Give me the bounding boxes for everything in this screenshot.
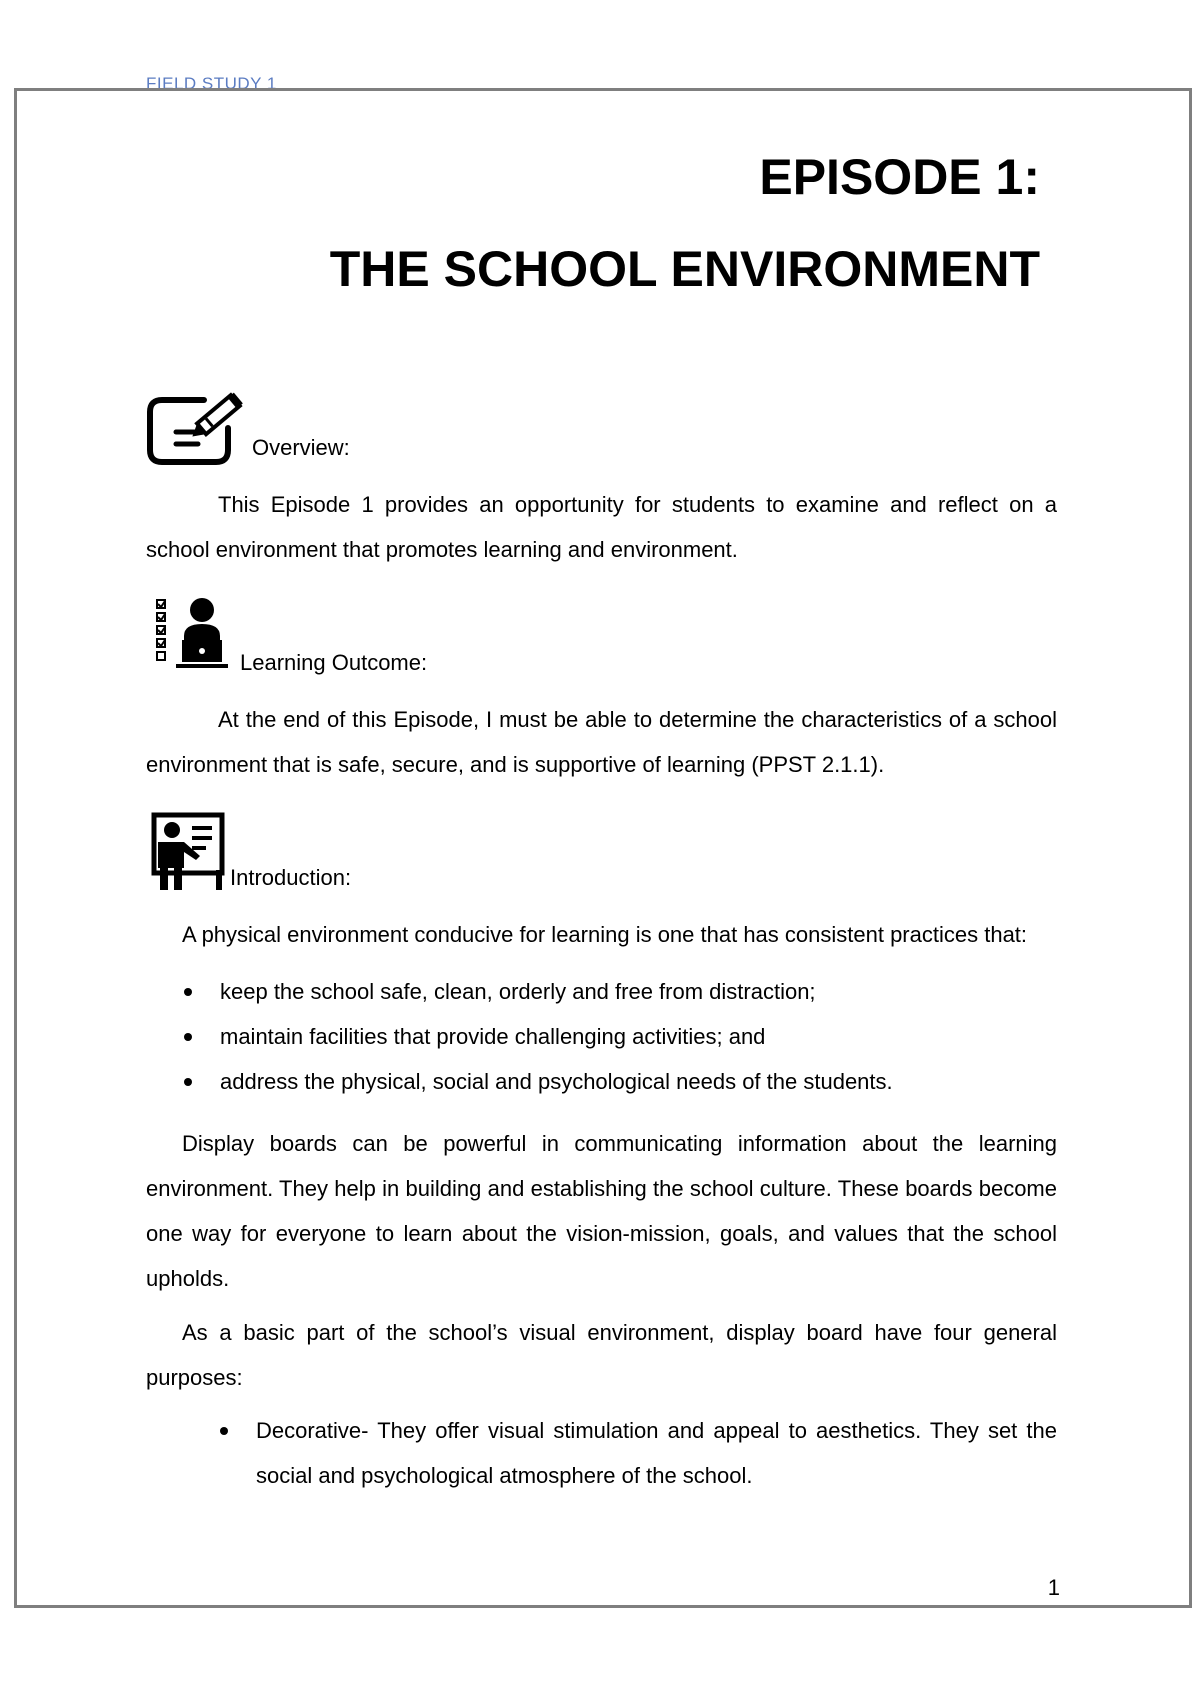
- introduction-heading: Introduction:: [230, 865, 352, 890]
- learning-outcome-text: At the end of this Episode, I must be able to determine the characteristics of a school environment that is safe, secure, and is supportive of learning (PPST 2.1.1).: [146, 707, 1057, 777]
- introduction-lead: A physical environment conducive for learning is one that has consistent practices that:: [182, 922, 1028, 947]
- page-number: 1: [1047, 1575, 1060, 1600]
- episode-subtitle: THE SCHOOL ENVIRONMENT: [329, 241, 1040, 297]
- notepad-pencil-icon: [146, 378, 252, 468]
- purposes-paragraph: As a basic part of the school’s visual environment, display board have four general purposes:: [146, 1320, 1057, 1390]
- introduction-bullets: [184, 969, 1057, 1104]
- running-header: FIELD STUDY 1: [146, 74, 277, 89]
- display-boards-paragraph: Display boards can be powerful in communicating information about the learning environment. They help in building and establishing the school culture. These boards become one way for everyone to learn about the vision-mission, goals, and values that the school upholds.: [146, 1131, 1057, 1291]
- list-item: keep the school safe, clean, orderly and free from distraction;: [184, 969, 1057, 1014]
- learning-outcome-heading: Learning Outcome:: [240, 650, 428, 675]
- overview-heading: Overview:: [252, 435, 350, 460]
- student-checklist-icon: [156, 596, 232, 672]
- episode-title: EPISODE 1:: [759, 149, 1040, 205]
- list-item: address the physical, social and psychological needs of the students.: [184, 1059, 1057, 1104]
- purposes-list: [220, 1408, 1057, 1498]
- list-item: maintain facilities that provide challenging activities; and: [184, 1014, 1057, 1059]
- teacher-board-icon: [150, 812, 226, 892]
- list-item: Decorative- They offer visual stimulation and appeal to aesthetics. They set the social and psychological atmosphere of the school.: [220, 1408, 1057, 1498]
- overview-text: This Episode 1 provides an opportunity for students to examine and reflect on a school environment that promotes learning and environment.: [146, 492, 1057, 562]
